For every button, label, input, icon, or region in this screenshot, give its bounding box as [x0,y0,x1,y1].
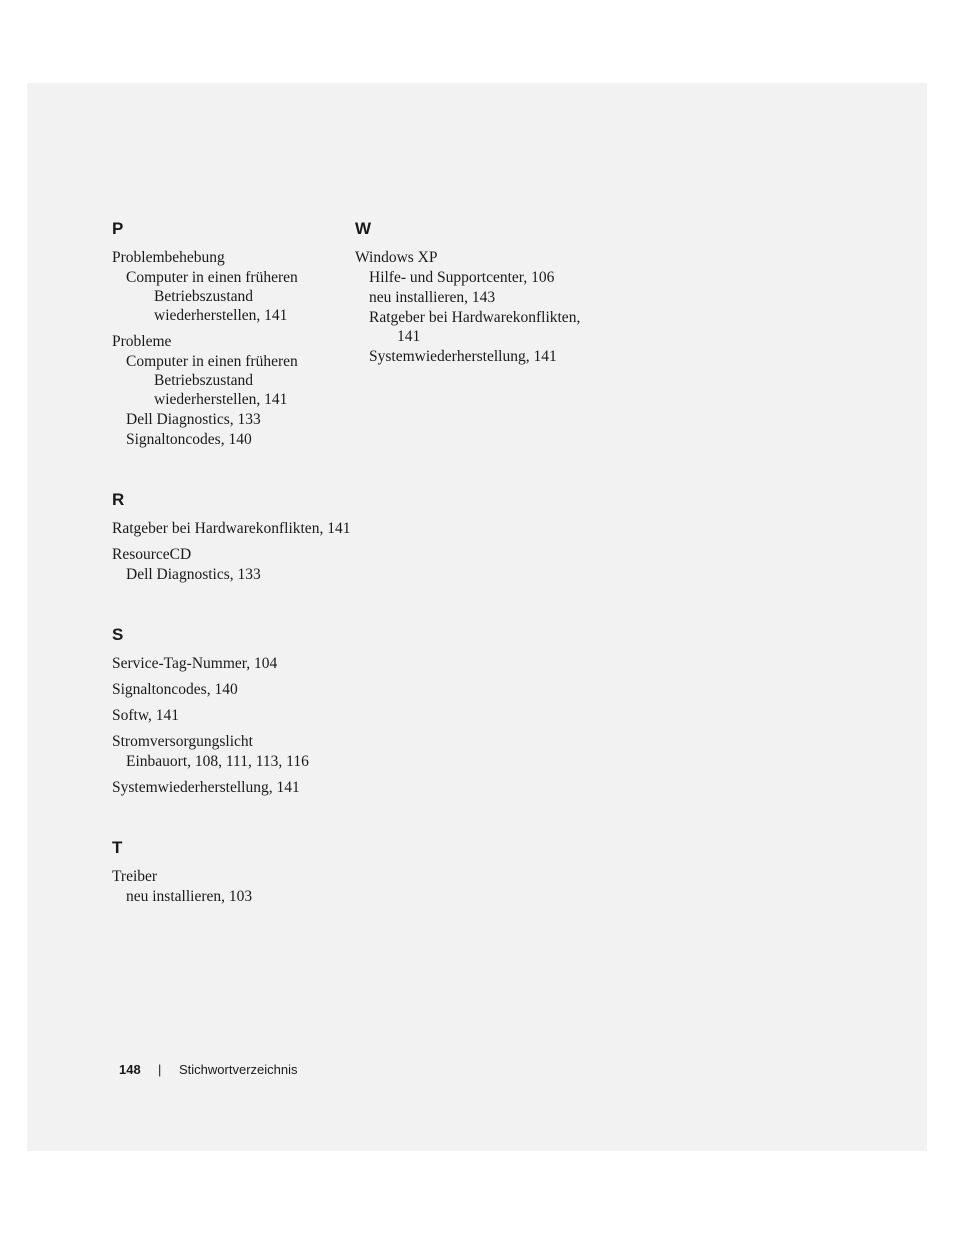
index-term: Windows XP [355,249,438,266]
index-section-p [112,218,352,449]
section-letter: P [112,219,124,238]
index-section-s [112,624,352,797]
index-entry [112,680,352,699]
index-column-left [112,218,352,946]
section-letter: R [112,490,125,509]
index-term: Signaltoncodes, 140 [112,681,238,698]
index-subentry: Computer in einen früheren Betriebszustand wiederherstellen, 141 [126,269,298,324]
index-term: ResourceCD [112,546,192,563]
index-section-t [112,837,352,906]
page-number: 148 [119,1062,141,1077]
index-term: Ratgeber bei Hardwarekonflikten, 141 [112,520,351,537]
index-subentry: Signaltoncodes, 140 [126,431,252,448]
index-subentry: Systemwiederherstellung, 141 [369,348,557,365]
index-entry [112,867,352,906]
index-entry [112,519,352,538]
index-subentry: Einbauort, 108, 111, 113, 116 [126,753,309,770]
index-entry [112,778,352,797]
index-subentry: Hilfe- und Supportcenter, 106 [369,269,555,286]
section-letter: T [112,838,123,857]
index-subentry: neu installieren, 103 [126,888,253,905]
index-term: Probleme [112,333,172,350]
index-entry [112,248,352,325]
section-letter: W [355,219,372,238]
index-term: Systemwiederherstellung, 141 [112,779,300,796]
index-term: Softw, 141 [112,707,180,724]
section-letter: S [112,625,124,644]
index-section-w [355,218,595,366]
index-term: Problembehebung [112,249,225,266]
index-column-right [355,218,595,406]
index-entry [112,654,352,673]
index-term: Service-Tag-Nummer, 104 [112,655,278,672]
index-entry [112,545,352,584]
index-section-r [112,489,352,584]
index-subentry: neu installieren, 143 [369,289,496,306]
footer-separator: | [158,1062,162,1077]
index-term: Treiber [112,868,158,885]
index-subentry: Dell Diagnostics, 133 [126,411,261,428]
index-entry [112,732,352,771]
index-subentry: Ratgeber bei Hardwarekonflikten, 141 [369,309,581,345]
index-entry [112,332,352,449]
footer-title: Stichwortverzeichnis [179,1062,298,1077]
index-subentry: Dell Diagnostics, 133 [126,566,261,583]
index-subentry: Computer in einen früheren Betriebszustand wiederherstellen, 141 [126,353,298,408]
index-term: Stromversorgungslicht [112,733,253,750]
index-entry [112,706,352,725]
index-entry [355,248,595,366]
